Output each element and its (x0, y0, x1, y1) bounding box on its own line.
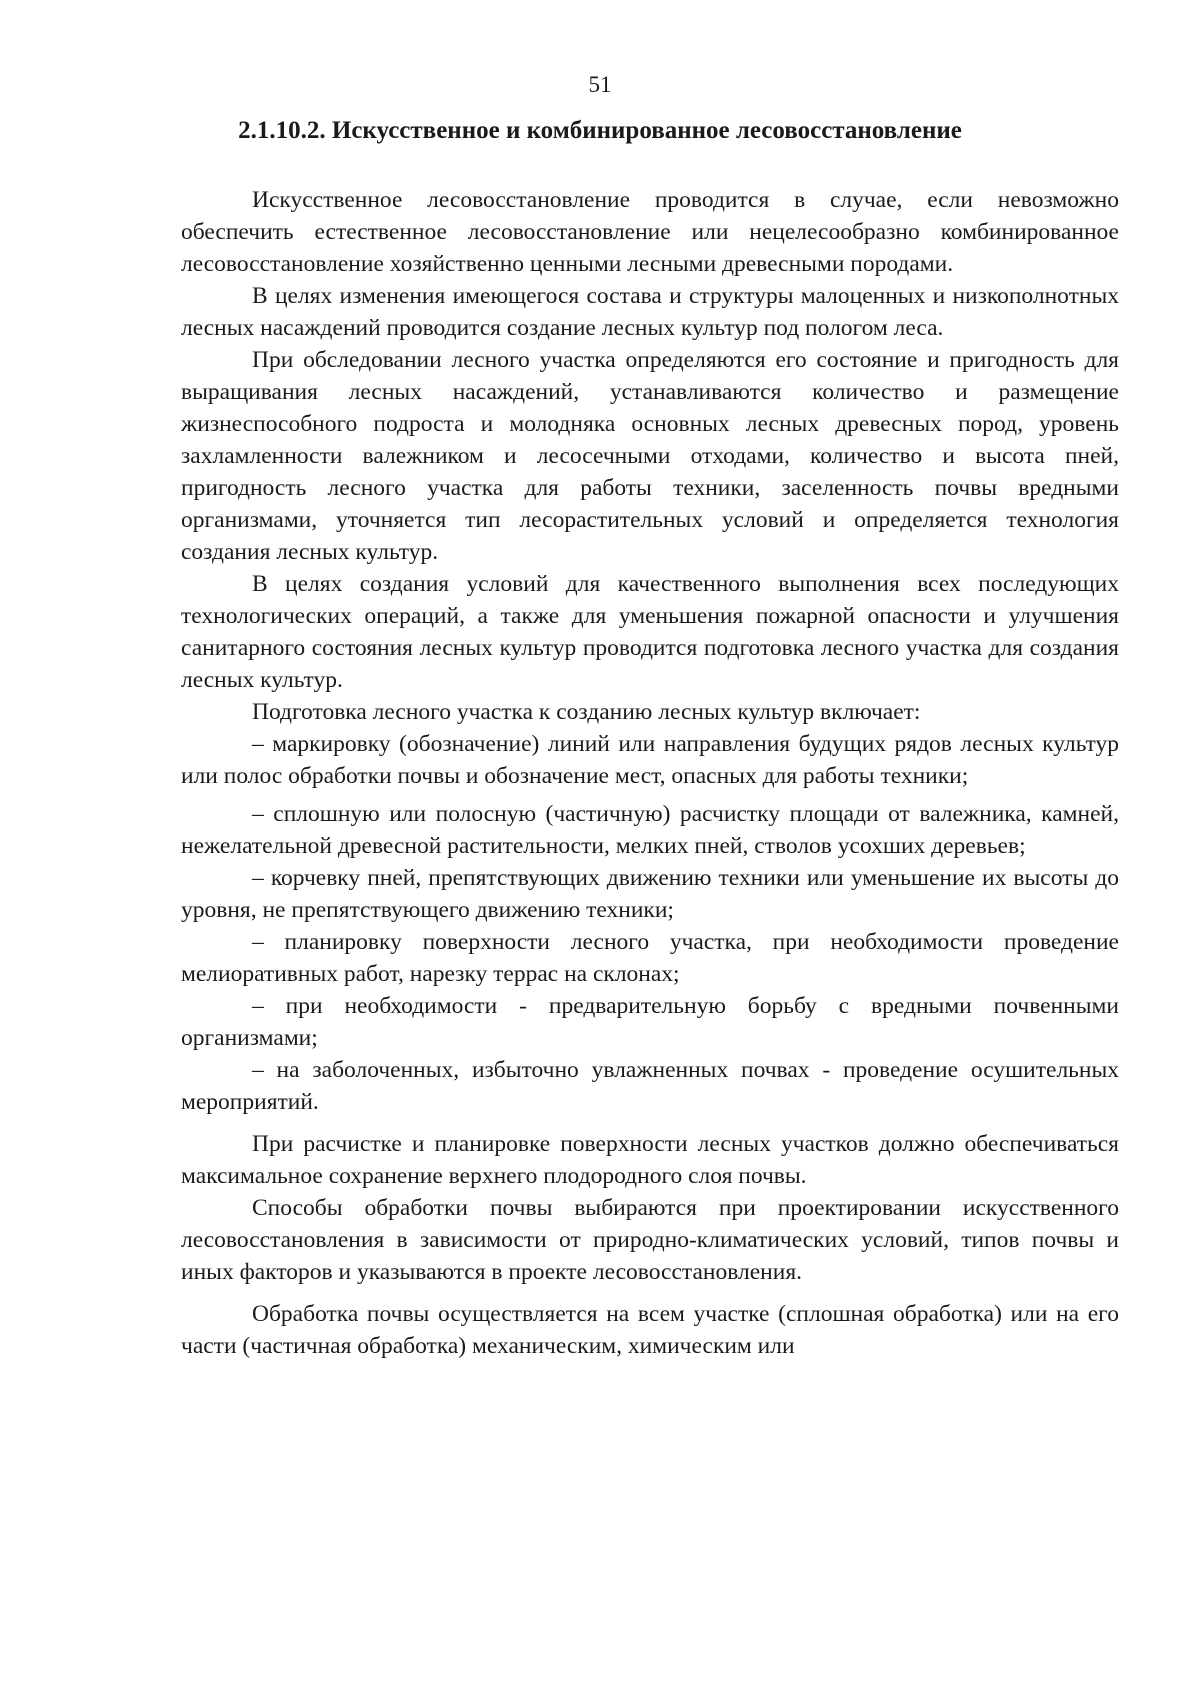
paragraph: Обработка почвы осуществляется на всем участке (сплошная обработка) или на его части (частичная обработка) механическим, химическим или (181, 1301, 1119, 1359)
body-text (181, 184, 1119, 1362)
list-item: – на заболоченных, избыточно увлажненных почвах - проведение осушительных мероприятий. (181, 1057, 1119, 1115)
paragraph: В целях изменения имеющегося состава и структуры малоценных и низкополнотных лесных насаждений проводится создание лесных культур под пологом леса. (181, 283, 1119, 341)
list-item: – маркировку (обозначение) линий или направления будущих рядов лесных культур или полос обработки почвы и обозначение мест, опасных для работы техники; (181, 731, 1119, 789)
paragraph: Способы обработки почвы выбираются при проектировании искусственного лесовосстановления в зависимости от природно-климатических условий, типов почвы и иных факторов и указываются в проекте лесовосстановления. (181, 1195, 1119, 1285)
list-item: – сплошную или полосную (частичную) расчистку площади от валежника, камней, нежелательной древесной растительности, мелких пней, стволов усохших деревьев; (181, 801, 1119, 859)
section-heading: 2.1.10.2. Искусственное и комбинированное лесовосстановление (238, 117, 962, 144)
paragraph: При обследовании лесного участка определяются его состояние и пригодность для выращивания лесных насаждений, устанавливаются количество и размещение жизнеспособного подроста и молодняка основных лесных древесных пород, уровень захламленности валежником и лесосечными отходами, количество и высота пней, пригодность лесного участка для работы техники, заселенность почвы вредными организмами, уточняется тип лесорастительных условий и определяется технология создания лесных культур. (181, 347, 1119, 565)
page-number: 51 (588, 72, 612, 97)
paragraph: Искусственное лесовосстановление проводится в случае, если невозможно обеспечить естественное лесовосстановление или нецелесообразно комбинированное лесовосстановление хозяйственно ценными лесными древесными породами. (181, 187, 1119, 277)
list-item: – при необходимости - предварительную борьбу с вредными почвенными организмами; (181, 993, 1119, 1051)
paragraph: Подготовка лесного участка к созданию лесных культур включает: (252, 699, 921, 725)
list-item: – корчевку пней, препятствующих движению техники или уменьшение их высоты до уровня, не препятствующего движению техники; (181, 865, 1119, 923)
paragraph: При расчистке и планировке поверхности лесных участков должно обеспечиваться максимальное сохранение верхнего плодородного слоя почвы. (181, 1131, 1119, 1189)
list-item: – планировку поверхности лесного участка, при необходимости проведение мелиоративных работ, нарезку террас на склонах; (181, 929, 1119, 987)
paragraph: В целях создания условий для качественного выполнения всех последующих технологических операций, а также для уменьшения пожарной опасности и улучшения санитарного состояния лесных культур проводится подготовка лесного участка для создания лесных культур. (181, 571, 1119, 693)
